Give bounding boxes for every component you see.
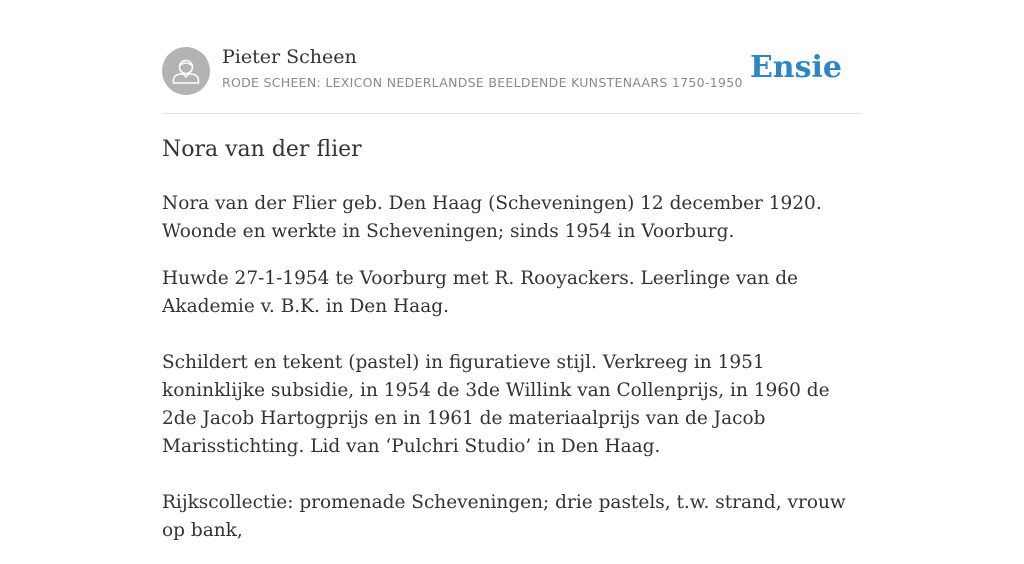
paragraph-3: Schildert en tekent (pastel) in figuratieve stijl. Verkreeg in 1951 koninklijke subsidie, in 1954 de 3de Willink van Collenprijs, in 1960 de 2de Jacob Hartogprijs en in 1961 de materiaalprijs van de Jacob Marisstichting. Lid van ‘Pulchri Studio’ in Den Haag. <box>162 352 830 457</box>
paragraph-4: Rijkscollectie: promenade Scheveningen; drie pastels, t.w. strand, vrouw op bank, <box>162 492 846 541</box>
paragraph-1: Nora van der Flier geb. Den Haag (Scheveningen) 12 december 1920. Woonde en werkte in Scheveningen; sinds 1954 in Voorburg. <box>162 193 822 242</box>
user-icon <box>162 47 210 95</box>
author-name[interactable]: Pieter Scheen <box>222 46 357 68</box>
article-body <box>162 190 862 564</box>
paragraph-2: Huwde 27-1-1954 te Voorburg met R. Rooyackers. Leerlinge van de Akademie v. B.K. in Den Haag. <box>162 268 799 317</box>
article-title: Nora van der flier <box>162 137 362 162</box>
source-title[interactable]: RODE SCHEEN: LEXICON NEDERLANDSE BEELDENDE KUNSTENAARS 1750-1950 <box>222 75 743 90</box>
ensie-logo[interactable]: Ensie <box>749 50 842 85</box>
article-header <box>162 46 862 96</box>
header-divider <box>162 113 862 114</box>
author-avatar[interactable] <box>162 47 210 95</box>
